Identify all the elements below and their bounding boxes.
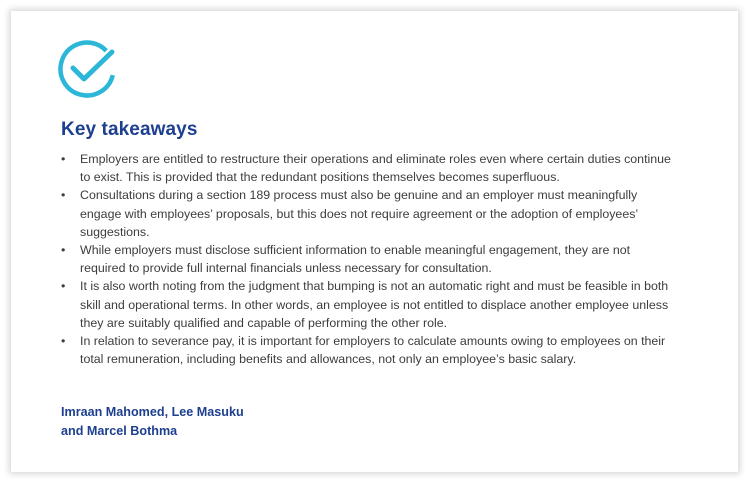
check-circle-icon: [57, 39, 117, 99]
authors-line-2: and Marcel Bothma: [61, 423, 178, 438]
list-item: [59, 241, 674, 277]
list-item-text: While employers must disclose sufficient information to enable meaningful engagement, they are not required to provide full internal financials unless necessary for consultation.: [80, 243, 631, 276]
list-item: [59, 277, 674, 332]
list-item-text: Employers are entitled to restructure their operations and eliminate roles even where certain duties continue to exist. This is provided that the redundant positions themselves becomes superfluous.: [80, 152, 671, 185]
bullet-icon: •: [61, 243, 66, 258]
authors: [61, 403, 244, 440]
list-item: [59, 332, 674, 368]
list-item-text: It is also worth noting from the judgment that bumping is not an automatic right and must be feasible in both skill and operational terms. In other words, an employee is not entitled to displace another employee unless they are suitably qualified and capable of performing the other role.: [80, 279, 669, 330]
list-item: [59, 150, 674, 186]
section-heading: Key takeaways: [61, 119, 198, 140]
list-item: [59, 186, 674, 241]
bullet-icon: •: [61, 188, 66, 203]
takeaways-card: [11, 11, 738, 472]
bullet-icon: •: [61, 279, 66, 294]
authors-line-1: Imraan Mahomed, Lee Masuku: [61, 405, 244, 419]
list-item-text: Consultations during a section 189 process must also be genuine and an employer must meaningfully engage with employees’ proposals, but this does not require agreement or the adoption of employees’ suggestions.: [80, 188, 638, 239]
bullet-icon: •: [61, 334, 66, 349]
list-item-text: In relation to severance pay, it is important for employers to calculate amounts owing to employees on their total remuneration, including benefits and allowances, not only an employee’s basic salary.: [80, 334, 666, 367]
bullet-icon: •: [61, 152, 66, 166]
takeaways-list: [59, 150, 674, 368]
